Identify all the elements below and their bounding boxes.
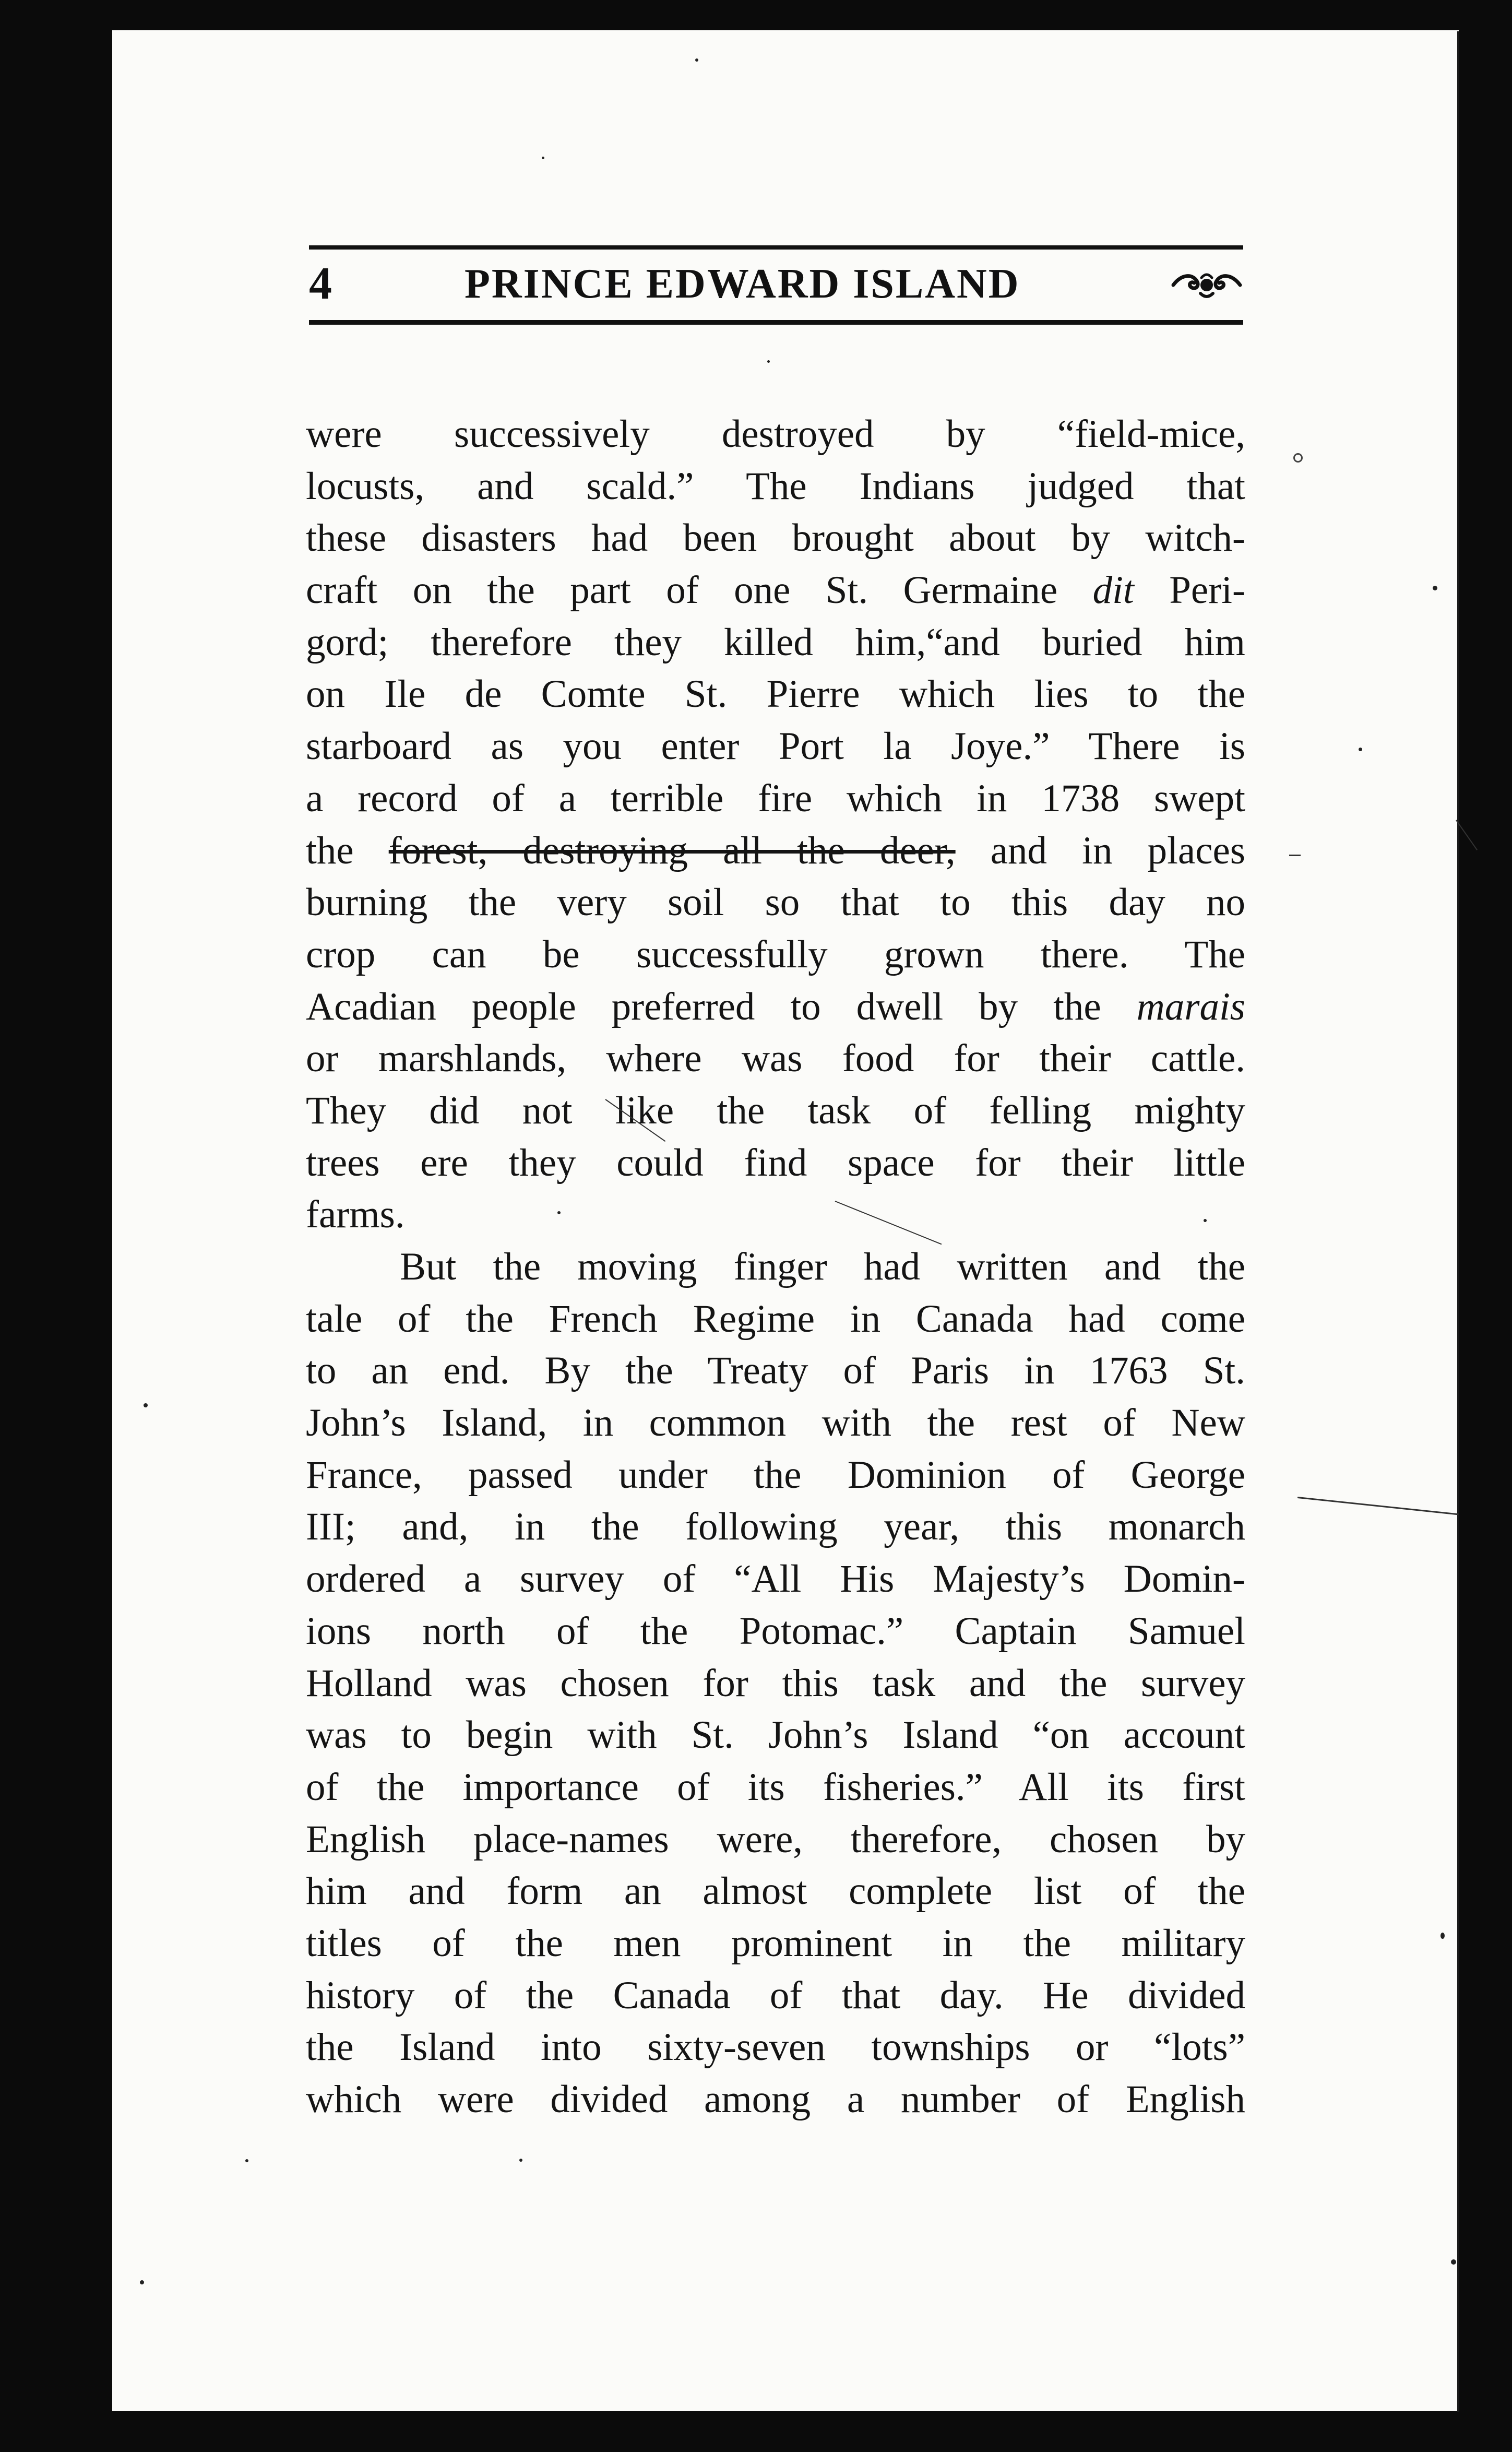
- scan-speck: [557, 1211, 561, 1214]
- text-line: on Ile de Comte St. Pierre which lies to the: [306, 672, 1245, 716]
- text-line: farms.: [306, 1193, 405, 1237]
- text-line: was to begin with St. John’s Island “on account: [306, 1713, 1245, 1757]
- page-title: PRINCE EDWARD ISLAND: [465, 261, 1020, 307]
- scan-speck: [1433, 586, 1437, 590]
- text-line: titles of the men prominent in the military: [306, 1921, 1245, 1965]
- running-head: [309, 245, 1243, 329]
- scan-speck: [1440, 1933, 1445, 1939]
- text-line: a record of a terrible fire which in 1738 swept: [306, 776, 1245, 820]
- scan-speck: [542, 157, 544, 159]
- header-rule-bottom: [309, 320, 1243, 325]
- scan-speck: [1359, 748, 1362, 751]
- text-line: starboard as you enter Port la Joye.” There is: [306, 725, 1245, 768]
- scan-speck: [245, 2159, 248, 2162]
- scan-speck: [1451, 2259, 1456, 2265]
- text-line: history of the Canada of that day. He divided: [306, 1973, 1245, 2017]
- scan-speck: [140, 2280, 144, 2284]
- italic-word: marais: [1136, 985, 1245, 1028]
- text-line: ions north of the Potomac.” Captain Samuel: [306, 1609, 1245, 1653]
- text-line: gord; therefore they killed him,“and buried him: [306, 620, 1245, 664]
- text-line: English place-names were, therefore, chosen by: [306, 1817, 1245, 1861]
- text-line: John’s Island, in common with the rest of New: [306, 1401, 1245, 1445]
- text-line: which were divided among a number of English: [306, 2078, 1245, 2121]
- text-line: or marshlands, where was food for their cattle.: [306, 1037, 1245, 1081]
- body-text: [306, 408, 1245, 2126]
- text-line: tale of the French Regime in Canada had come: [306, 1297, 1245, 1341]
- text-line: Acadian people preferred to dwell by the marais: [306, 985, 1245, 1028]
- header-rule-top: [309, 245, 1243, 250]
- struck-through-text: forest, destroying all the deer,: [388, 828, 956, 872]
- text-line: the forest, destroying all the deer, and in places: [306, 828, 1245, 872]
- text-line: Holland was chosen for this task and the survey: [306, 1661, 1245, 1705]
- text-line: craft on the part of one St. Germaine dit Peri-: [306, 568, 1245, 612]
- scan-speck: [767, 360, 770, 363]
- text-line: France, passed under the Dominion of George: [306, 1453, 1245, 1497]
- text-line: trees ere they could find space for their little: [306, 1141, 1245, 1184]
- scan-speck: [1293, 453, 1303, 463]
- scan-speck: [519, 2159, 522, 2162]
- scan-speck: [144, 1403, 148, 1407]
- text-line: ordered a survey of “All His Majesty’s Domin-: [306, 1557, 1245, 1601]
- text-line: But the moving finger had written and the: [400, 1245, 1245, 1288]
- page-number: 4: [309, 258, 332, 309]
- scan-stroke: [1289, 855, 1301, 856]
- text-line: these disasters had been brought about by witch-: [306, 516, 1245, 560]
- text-line: locusts, and scald.” The Indians judged that: [306, 464, 1245, 508]
- text-line: III; and, in the following year, this monarch: [306, 1505, 1245, 1549]
- scan-speck: [1204, 1219, 1207, 1222]
- text-line: crop can be successfully grown there. The: [306, 932, 1245, 976]
- page-edge: [1457, 31, 1459, 2412]
- text-line: They did not like the task of felling mighty: [306, 1088, 1245, 1132]
- text-line: him and form an almost complete list of the: [306, 1869, 1245, 1913]
- scan-speck: [695, 58, 698, 62]
- italic-word: dit: [1092, 568, 1134, 612]
- text-line: the Island into sixty-seven townships or “lots”: [306, 2025, 1245, 2069]
- text-line: of the importance of its fisheries.” All its first: [306, 1765, 1245, 1809]
- text-line: to an end. By the Treaty of Paris in 1763 St.: [306, 1349, 1245, 1393]
- text-line: were successively destroyed by “field-mice,: [306, 412, 1245, 456]
- fleuron-icon: [1170, 269, 1243, 301]
- text-line: burning the very soil so that to this day no: [306, 881, 1245, 925]
